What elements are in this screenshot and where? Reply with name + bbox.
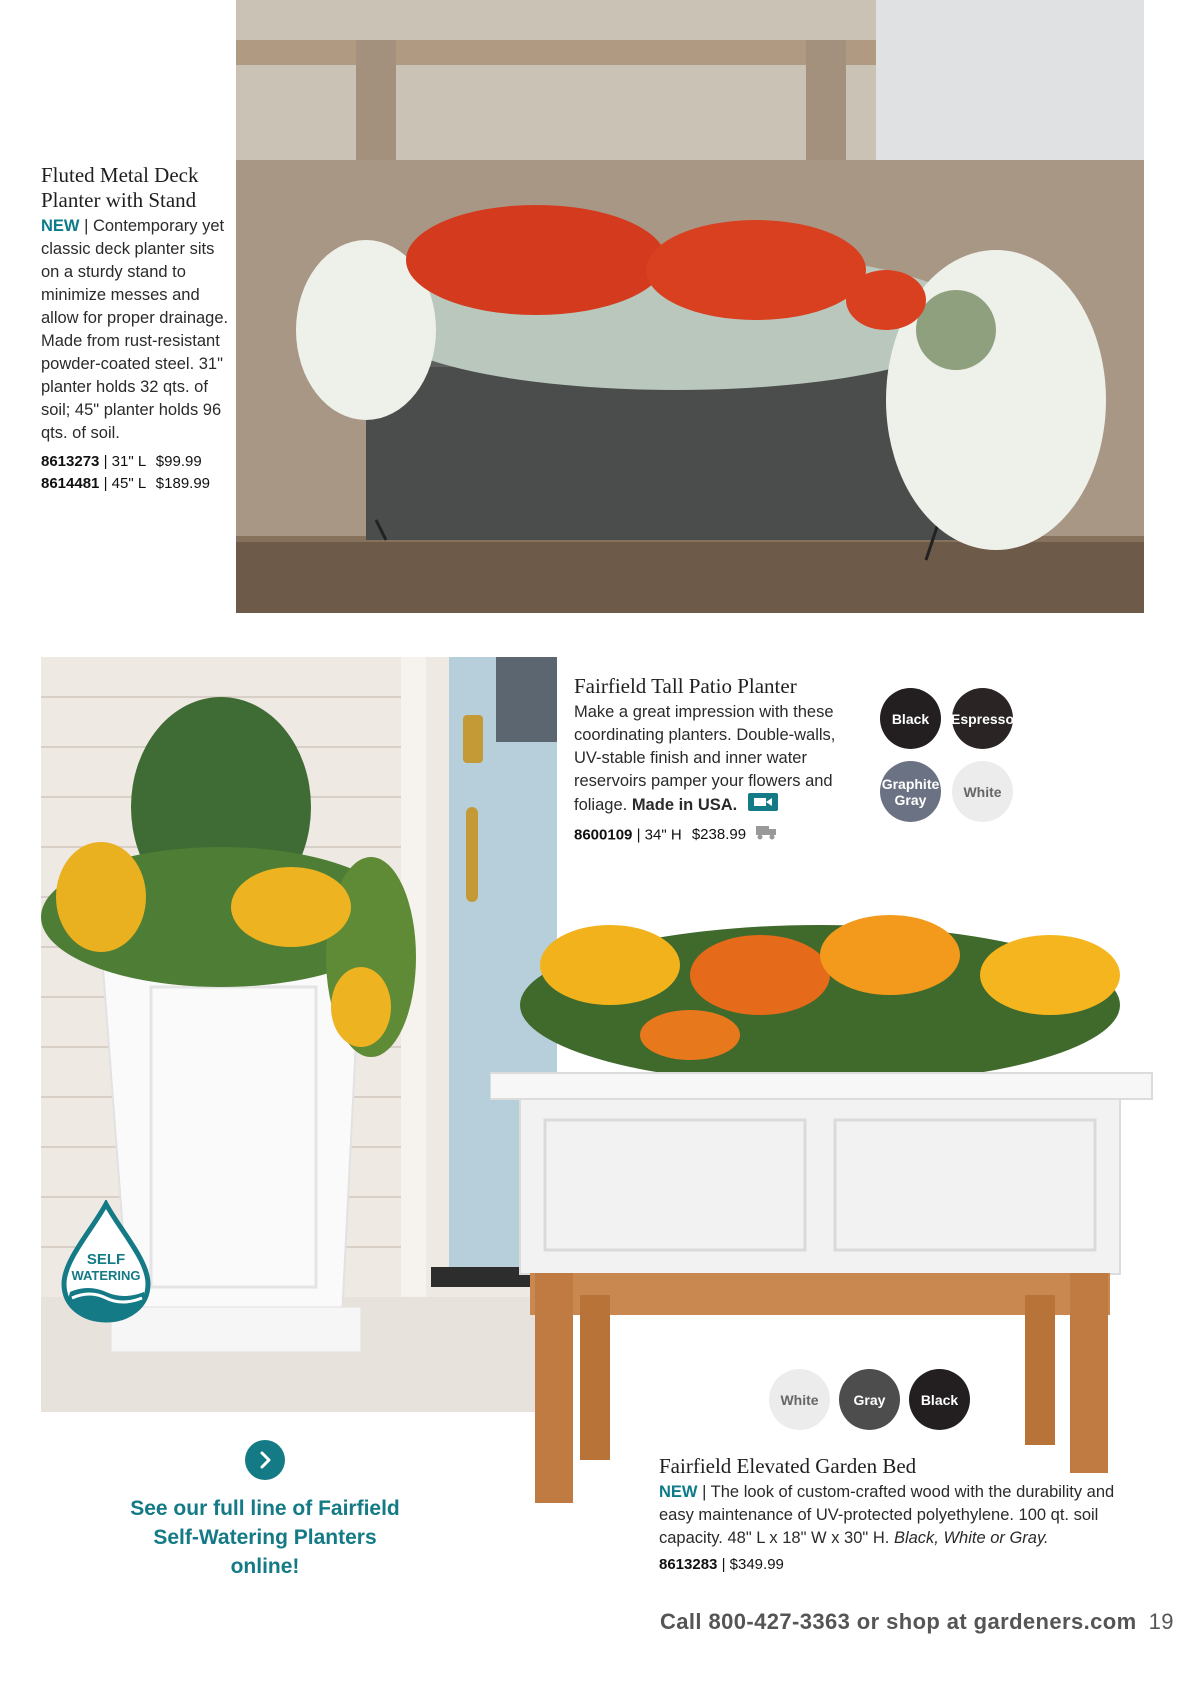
swatch-graphite-gray[interactable]: Graphite Gray: [880, 761, 941, 822]
sku-number: 8613283: [659, 1556, 718, 1573]
deck-planter-photo: [236, 0, 1144, 613]
garden-bed-description-text: The look of custom-crafted wood with the durability and easy maintenance of UV-protected polyethylene. 100 qt. soil capacity. 48" L x 18" W x 30" H.: [659, 1483, 1115, 1547]
self-watering-cta-link[interactable]: See our full line of Fairfield Self-Watering Planters online!: [130, 1497, 400, 1578]
deck-planter-description: [41, 215, 231, 445]
sku-number: 8613273: [41, 453, 100, 470]
divider: |: [103, 453, 112, 470]
chevron-right-icon[interactable]: [245, 1440, 285, 1480]
garden-bed-description: [659, 1481, 1119, 1550]
tall-planter-info: [574, 674, 854, 847]
sku-price: $189.99: [155, 475, 211, 492]
sku-size: 31" L: [111, 453, 146, 470]
badge-line-2: WATERING: [71, 1268, 141, 1283]
tall-planter-description: [574, 701, 854, 818]
sku-line: [574, 824, 854, 847]
sku-price: $238.99: [691, 826, 747, 844]
deck-planter-title: Fluted Metal Deck Planter with Stand: [41, 163, 199, 212]
sku-price: $99.99: [155, 453, 202, 470]
sku-line: [41, 473, 231, 495]
sku-number: 8600109: [574, 826, 633, 844]
deck-planter-info: [41, 163, 231, 495]
new-tag: NEW: [659, 1483, 698, 1501]
swatch-white[interactable]: White: [769, 1369, 830, 1430]
sku-number: 8614481: [41, 475, 100, 492]
divider: |: [721, 1556, 730, 1573]
footer-call-line[interactable]: Call 800-427-3363 or shop at gardeners.com: [660, 1609, 1137, 1634]
garden-bed-title: Fairfield Elevated Garden Bed: [659, 1454, 917, 1478]
badge-line-1: SELF: [86, 1251, 126, 1268]
garden-bed-colors-note: Black, White or Gray.: [893, 1529, 1049, 1547]
swatch-white[interactable]: White: [952, 761, 1013, 822]
tall-planter-title: Fairfield Tall Patio Planter: [574, 674, 797, 698]
video-camera-icon[interactable]: [748, 793, 778, 818]
made-in-usa: Made in USA.: [631, 795, 738, 814]
truck-icon: [756, 824, 778, 847]
page-footer: [660, 1609, 1180, 1635]
divider: |: [702, 1483, 711, 1501]
sku-size: 34" H: [644, 826, 682, 844]
divider: |: [103, 475, 112, 492]
page-number: 19: [1148, 1609, 1174, 1634]
divider: |: [636, 826, 645, 844]
sku-price: $349.99: [729, 1556, 784, 1573]
divider: |: [84, 217, 93, 235]
swatch-gray[interactable]: Gray: [839, 1369, 900, 1430]
swatch-espresso[interactable]: Espresso: [952, 688, 1013, 749]
swatch-black[interactable]: Black: [909, 1369, 970, 1430]
sku-line: [659, 1554, 1119, 1576]
self-watering-badge: [60, 1200, 152, 1324]
new-tag: NEW: [41, 217, 80, 235]
garden-bed-photo: [490, 895, 1160, 1515]
sku-size: 45" L: [111, 475, 146, 492]
deck-planter-description-text: Contemporary yet classic deck planter sits on a sturdy stand to minimize messes and allow for proper drainage. Made from rust-resistant powder-coated steel. 31" planter holds 32 qts. of soil; 45" planter holds 96 qts. of soil.: [41, 217, 229, 442]
swatch-black[interactable]: Black: [880, 688, 941, 749]
tall-planter-description-text: Make a great impression with these coordinating planters. Double-walls, UV-stable finish and inner water reservoirs pamper your flowers and foliage.: [574, 703, 836, 814]
sku-line: [41, 451, 231, 473]
garden-bed-info: [659, 1454, 1119, 1576]
